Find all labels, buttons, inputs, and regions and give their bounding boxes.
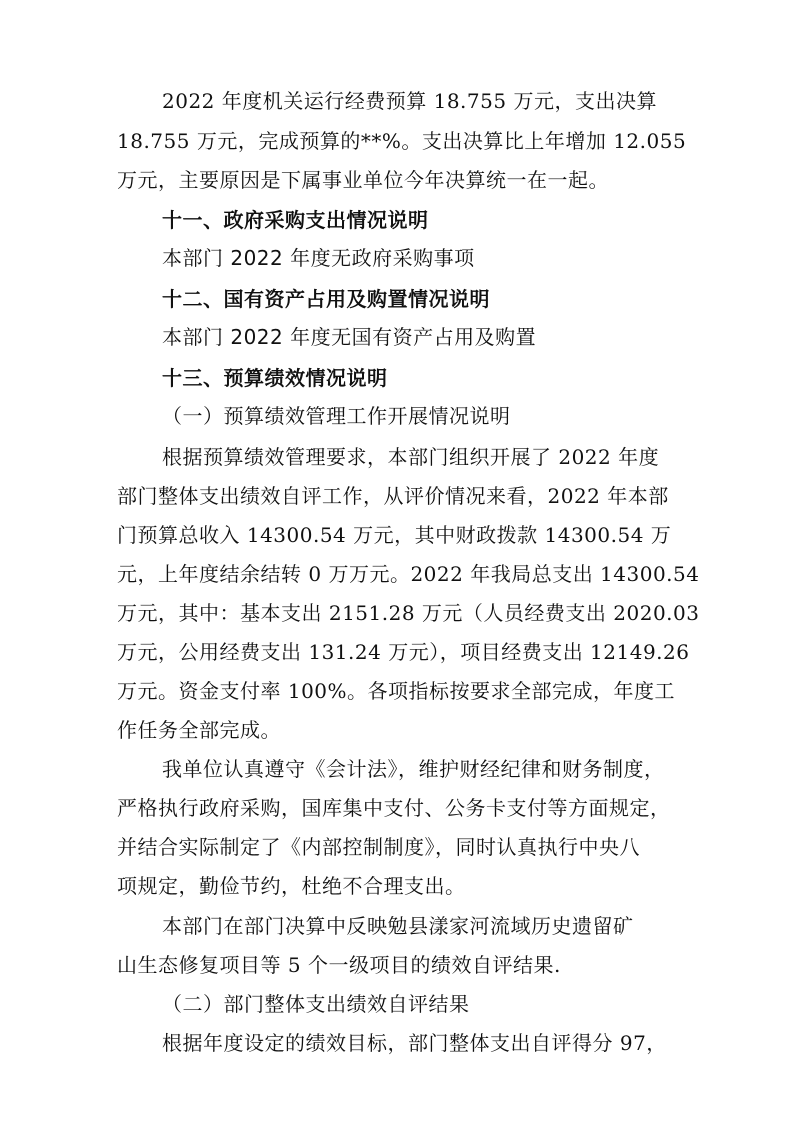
text-line: 元，上年度结余结转 0 万万元。2022 年我局总支出 14300.54	[117, 562, 700, 586]
text-line: 严格执行政府采购，国库集中支付、公务卡支付等方面规定，	[117, 796, 671, 820]
text-line: 18.755 万元，完成预算的**%。支出决算比上年增加 12.055	[117, 129, 687, 153]
text-line: 万元，其中：基本支出 2151.28 万元（人员经费支出 2020.03	[117, 601, 700, 625]
section-heading-11: 十一、政府采购支出情况说明	[162, 208, 429, 232]
text-line: 门预算总收入 14300.54 万元，其中财政拨款 14300.54 万	[117, 523, 672, 547]
text-line: 2022 年度机关运行经费预算 18.755 万元，支出决算	[162, 89, 657, 113]
section-text-11: 本部门 2022 年度无政府采购事项	[162, 246, 475, 270]
text-line: 本部门在部门决算中反映勉县漾家河流域历史遗留矿	[162, 914, 634, 938]
text-line: 根据预算绩效管理要求，本部门组织开展了 2022 年度	[162, 445, 660, 469]
text-line: 作任务全部完成。	[117, 718, 281, 742]
text-line: 部门整体支出绩效自评工作，从评价情况来看，2022 年本部	[117, 484, 669, 508]
section-text-12: 本部门 2022 年度无国有资产占用及购置	[162, 325, 537, 349]
text-line: 并结合实际制定了《内部控制制度》，同时认真执行中央八	[117, 835, 640, 859]
section-heading-13: 十三、预算绩效情况说明	[162, 366, 388, 390]
subsection-heading-1: （一）预算绩效管理工作开展情况说明	[162, 404, 511, 428]
text-line: 山生态修复项目等 5 个一级项目的绩效自评结果.	[117, 953, 561, 977]
section-heading-12: 十二、国有资产占用及购置情况说明	[162, 287, 490, 311]
text-line: 万元，公用经费支出 131.24 万元），项目经费支出 12149.26	[117, 640, 690, 664]
subsection-heading-2: （二）部门整体支出绩效自评结果	[162, 992, 470, 1016]
text-line: 根据年度设定的绩效目标，部门整体支出自评得分 97，	[162, 1031, 667, 1055]
text-line: 我单位认真遵守《会计法》，维护财经纪律和财务制度，	[162, 757, 665, 781]
text-line: 项规定，勤俭节约，杜绝不合理支出。	[117, 874, 466, 898]
text-line: 万元。资金支付率 100%。各项指标按要求全部完成，年度工	[117, 679, 676, 703]
text-line: 万元，主要原因是下属事业单位今年决算统一在一起。	[117, 168, 609, 192]
